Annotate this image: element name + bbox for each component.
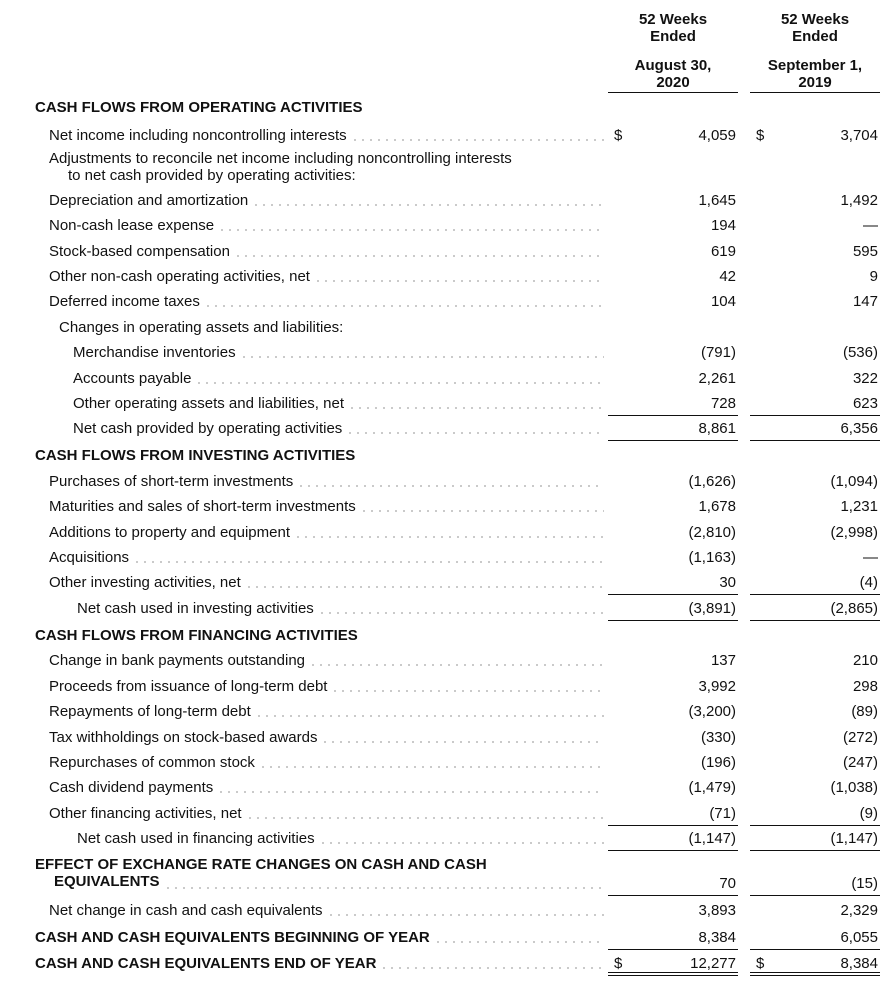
section-heading-row xyxy=(0,856,886,892)
amount-value: (272) xyxy=(842,729,878,746)
row-label: Non-cash lease expense xyxy=(49,217,215,234)
column-header-2019 xyxy=(750,11,880,93)
table-row xyxy=(0,804,886,828)
section-heading-row xyxy=(0,446,886,470)
row-label: Other financing activities, net xyxy=(49,805,242,822)
value-cell-2019 xyxy=(750,573,880,595)
dot-leader xyxy=(255,715,604,717)
amount-value: 8,861 xyxy=(698,420,736,437)
table-row xyxy=(0,702,886,726)
value-cell-2019 xyxy=(750,901,880,923)
column-year-label: 2019 xyxy=(798,74,832,91)
table-row xyxy=(0,523,886,547)
value-cell-2019 xyxy=(750,753,880,775)
dot-leader xyxy=(380,967,604,969)
row-label: Stock-based compensation xyxy=(49,243,230,260)
value-cell-2020 xyxy=(608,928,738,950)
dot-leader xyxy=(204,305,604,307)
value-cell-2019 xyxy=(750,677,880,699)
value-cell-2019 xyxy=(750,472,880,494)
value-cell-2019 xyxy=(750,369,880,391)
dot-leader xyxy=(133,561,604,563)
section-heading-row xyxy=(0,954,886,978)
row-label: Accounts payable xyxy=(73,370,192,387)
table-row xyxy=(0,728,886,752)
amount-value: 1,492 xyxy=(840,192,878,209)
table-row xyxy=(0,901,886,925)
value-cell-2019 xyxy=(750,242,880,264)
value-cell-2019 xyxy=(750,728,880,750)
dot-leader xyxy=(246,817,604,819)
amount-value: — xyxy=(863,549,878,566)
column-year-label: 2020 xyxy=(656,74,690,91)
value-cell-2020 xyxy=(608,651,738,673)
dot-leader xyxy=(217,791,604,793)
section-heading: EFFECT OF EXCHANGE RATE CHANGES ON CASH AND CASH xyxy=(35,856,487,873)
column-date-label: September 1, xyxy=(767,57,863,74)
value-cell-2020 xyxy=(608,874,738,896)
section-heading-row xyxy=(0,626,886,650)
amount-value: 8,384 xyxy=(840,955,878,972)
value-cell-2019 xyxy=(750,599,880,621)
row-label: Depreciation and amortization xyxy=(49,192,249,209)
amount-value: 1,678 xyxy=(698,498,736,515)
amount-value: 147 xyxy=(852,293,878,310)
value-cell-2019 xyxy=(750,778,880,800)
amount-value: 9 xyxy=(869,268,878,285)
value-cell-2020 xyxy=(608,954,738,976)
value-cell-2020 xyxy=(608,126,738,148)
amount-value: 728 xyxy=(710,395,736,412)
section-heading-row xyxy=(0,928,886,952)
row-label: Merchandise inventories xyxy=(73,344,236,361)
row-label: Changes in operating assets and liabilities: xyxy=(59,319,344,336)
value-cell-2019 xyxy=(750,343,880,365)
amount-value: 8,384 xyxy=(698,929,736,946)
section-heading: CASH FLOWS FROM INVESTING ACTIVITIES xyxy=(35,447,356,464)
value-cell-2019 xyxy=(750,292,880,314)
row-label: Other non-cash operating activities, net xyxy=(49,268,310,285)
amount-value: 137 xyxy=(710,652,736,669)
column-period-label: 52 Weeks xyxy=(780,11,850,28)
amount-value: 3,893 xyxy=(698,902,736,919)
amount-value: (1,147) xyxy=(830,830,878,847)
column-period-label: Ended xyxy=(792,28,838,45)
amount-value: 1,231 xyxy=(840,498,878,515)
row-label: Other investing activities, net xyxy=(49,574,241,591)
row-label: Net cash used in financing activities xyxy=(77,830,315,847)
value-cell-2020 xyxy=(608,573,738,595)
column-date-label: August 30, xyxy=(634,57,712,74)
dot-leader xyxy=(348,407,604,409)
amount-value: 12,277 xyxy=(690,955,736,972)
value-cell-2020 xyxy=(608,901,738,923)
amount-value: (3,200) xyxy=(688,703,736,720)
table-row xyxy=(0,419,886,443)
row-label: Other operating assets and liabilities, net xyxy=(73,395,344,412)
table-row xyxy=(0,126,886,150)
value-cell-2020 xyxy=(608,472,738,494)
value-cell-2019 xyxy=(750,191,880,213)
section-heading-continued: EQUIVALENTS xyxy=(54,873,160,890)
value-cell-2020 xyxy=(608,267,738,289)
amount-value: (15) xyxy=(851,875,878,892)
value-cell-2020 xyxy=(608,677,738,699)
table-row xyxy=(0,548,886,572)
amount-value: 298 xyxy=(852,678,878,695)
amount-value: (2,998) xyxy=(830,524,878,541)
currency-symbol: $ xyxy=(756,955,765,972)
amount-value: 210 xyxy=(852,652,878,669)
dot-leader xyxy=(327,914,604,916)
amount-value: (9) xyxy=(859,805,878,822)
amount-value: (1,626) xyxy=(688,473,736,490)
amount-value: 2,329 xyxy=(840,902,878,919)
value-cell-2020 xyxy=(608,702,738,724)
dot-leader xyxy=(245,586,604,588)
dot-leader xyxy=(218,229,604,231)
value-cell-2019 xyxy=(750,126,880,148)
amount-value: 623 xyxy=(852,395,878,412)
amount-value: 1,645 xyxy=(698,192,736,209)
value-cell-2020 xyxy=(608,523,738,545)
dot-leader xyxy=(309,664,604,666)
value-cell-2020 xyxy=(608,216,738,238)
table-row xyxy=(0,343,886,367)
table-row xyxy=(0,472,886,496)
section-heading-row xyxy=(0,98,886,122)
row-label: Maturities and sales of short-term investments xyxy=(49,498,356,515)
row-label: Proceeds from issuance of long-term debt xyxy=(49,678,328,695)
value-cell-2019 xyxy=(750,928,880,950)
table-row xyxy=(0,651,886,675)
amount-value: (71) xyxy=(709,805,736,822)
amount-value: 595 xyxy=(852,243,878,260)
value-cell-2019 xyxy=(750,804,880,826)
amount-value: — xyxy=(863,217,878,234)
currency-symbol: $ xyxy=(756,127,765,144)
row-label: Acquisitions xyxy=(49,549,130,566)
table-row xyxy=(0,150,886,184)
table-row xyxy=(0,753,886,777)
amount-value: 42 xyxy=(719,268,736,285)
table-row xyxy=(0,394,886,418)
row-label: Net cash provided by operating activities xyxy=(73,420,343,437)
row-label: Repurchases of common stock xyxy=(49,754,255,771)
dot-leader xyxy=(434,941,604,943)
amount-value: 70 xyxy=(719,875,736,892)
dot-leader xyxy=(331,690,604,692)
section-heading: CASH AND CASH EQUIVALENTS BEGINNING OF YEAR xyxy=(35,929,430,946)
amount-value: (1,094) xyxy=(830,473,878,490)
table-row xyxy=(0,191,886,215)
table-row xyxy=(0,599,886,623)
value-cell-2020 xyxy=(608,728,738,750)
dot-leader xyxy=(294,536,604,538)
amount-value: (1,479) xyxy=(688,779,736,796)
table-row xyxy=(0,242,886,266)
amount-value: 3,992 xyxy=(698,678,736,695)
amount-value: (89) xyxy=(851,703,878,720)
amount-value: (330) xyxy=(700,729,736,746)
currency-symbol: $ xyxy=(614,955,623,972)
dot-leader xyxy=(346,432,604,434)
value-cell-2020 xyxy=(608,599,738,621)
table-row xyxy=(0,369,886,393)
row-label: Net change in cash and cash equivalents xyxy=(49,902,323,919)
value-cell-2020 xyxy=(608,419,738,441)
amount-value: (2,810) xyxy=(688,524,736,541)
value-cell-2019 xyxy=(750,548,880,570)
value-cell-2020 xyxy=(608,829,738,851)
value-cell-2020 xyxy=(608,804,738,826)
table-row xyxy=(0,677,886,701)
dot-leader xyxy=(321,741,604,743)
value-cell-2019 xyxy=(750,216,880,238)
amount-value: 322 xyxy=(852,370,878,387)
value-cell-2019 xyxy=(750,497,880,519)
column-header-2020 xyxy=(608,11,738,93)
table-row xyxy=(0,573,886,597)
value-cell-2020 xyxy=(608,369,738,391)
value-cell-2019 xyxy=(750,874,880,896)
amount-value: (536) xyxy=(842,344,878,361)
value-cell-2020 xyxy=(608,394,738,416)
value-cell-2020 xyxy=(608,548,738,570)
value-cell-2019 xyxy=(750,829,880,851)
amount-value: (2,865) xyxy=(830,600,878,617)
value-cell-2020 xyxy=(608,778,738,800)
value-cell-2019 xyxy=(750,394,880,416)
section-heading: CASH AND CASH EQUIVALENTS END OF YEAR xyxy=(35,955,377,972)
value-cell-2020 xyxy=(608,343,738,365)
value-cell-2020 xyxy=(608,242,738,264)
table-row xyxy=(0,216,886,240)
row-label: Deferred income taxes xyxy=(49,293,200,310)
dot-leader xyxy=(240,356,604,358)
dot-leader xyxy=(234,255,604,257)
amount-value: 194 xyxy=(710,217,736,234)
table-row xyxy=(0,778,886,802)
amount-value: 6,356 xyxy=(840,420,878,437)
row-label: Additions to property and equipment xyxy=(49,524,290,541)
section-heading: CASH FLOWS FROM FINANCING ACTIVITIES xyxy=(35,627,358,644)
amount-value: 6,055 xyxy=(840,929,878,946)
amount-value: (4) xyxy=(859,574,878,591)
value-cell-2019 xyxy=(750,419,880,441)
dot-leader xyxy=(351,139,604,141)
column-period-label: Ended xyxy=(650,28,696,45)
amount-value: (1,147) xyxy=(688,830,736,847)
dot-leader xyxy=(360,510,604,512)
row-label: Repayments of long-term debt xyxy=(49,703,251,720)
value-cell-2019 xyxy=(750,954,880,976)
amount-value: 30 xyxy=(719,574,736,591)
amount-value: (3,891) xyxy=(688,600,736,617)
value-cell-2019 xyxy=(750,651,880,673)
table-row xyxy=(0,267,886,291)
dot-leader xyxy=(297,485,604,487)
dot-leader xyxy=(314,280,604,282)
row-label: Net cash used in investing activities xyxy=(77,600,314,617)
dot-leader xyxy=(259,766,604,768)
table-row xyxy=(0,318,886,342)
amount-value: 4,059 xyxy=(698,127,736,144)
value-cell-2020 xyxy=(608,753,738,775)
amount-value: 3,704 xyxy=(840,127,878,144)
row-label: Net income including noncontrolling interests xyxy=(49,127,347,144)
amount-value: 619 xyxy=(710,243,736,260)
value-cell-2020 xyxy=(608,292,738,314)
value-cell-2020 xyxy=(608,497,738,519)
amount-value: 2,261 xyxy=(698,370,736,387)
currency-symbol: $ xyxy=(614,127,623,144)
row-label: Purchases of short-term investments xyxy=(49,473,294,490)
dot-leader xyxy=(318,612,604,614)
dot-leader xyxy=(195,382,604,384)
row-label: Tax withholdings on stock-based awards xyxy=(49,729,318,746)
row-label-continued: to net cash provided by operating activities: xyxy=(68,167,356,184)
amount-value: (247) xyxy=(842,754,878,771)
value-cell-2019 xyxy=(750,523,880,545)
section-heading: CASH FLOWS FROM OPERATING ACTIVITIES xyxy=(35,99,363,116)
dot-leader xyxy=(252,204,604,206)
table-row xyxy=(0,497,886,521)
amount-value: (1,038) xyxy=(830,779,878,796)
column-period-label: 52 Weeks xyxy=(638,11,708,28)
row-label: Adjustments to reconcile net income including noncontrolling interests xyxy=(49,150,512,167)
amount-value: (791) xyxy=(700,344,736,361)
table-row xyxy=(0,829,886,853)
amount-value: 104 xyxy=(710,293,736,310)
value-cell-2019 xyxy=(750,702,880,724)
row-label: Change in bank payments outstanding xyxy=(49,652,306,669)
amount-value: (196) xyxy=(700,754,736,771)
value-cell-2020 xyxy=(608,191,738,213)
value-cell-2019 xyxy=(750,267,880,289)
amount-value: (1,163) xyxy=(688,549,736,566)
dot-leader xyxy=(164,887,604,889)
row-label: Cash dividend payments xyxy=(49,779,214,796)
table-row xyxy=(0,292,886,316)
dot-leader xyxy=(319,842,604,844)
